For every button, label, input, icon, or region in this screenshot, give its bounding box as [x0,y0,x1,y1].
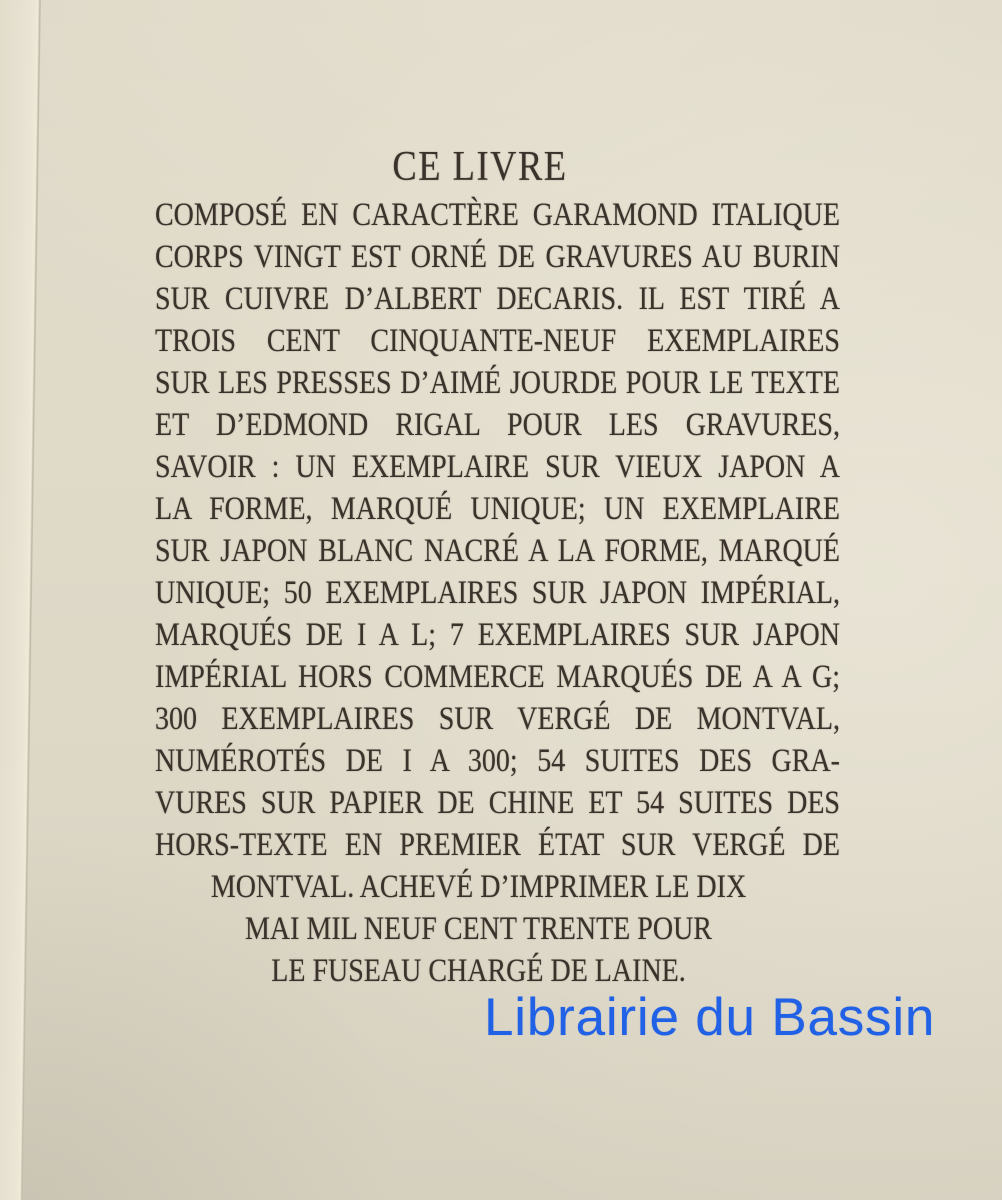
colophon-line: ET D’EDMOND RIGAL POUR LES GRAVURES, [155,406,840,443]
colophon-line: UNIQUE; 50 EXEMPLAIRES SUR JAPON IMPÉRIAL, [155,574,840,611]
colophon-title: CE LIVRE [392,141,568,190]
colophon-line: SUR JAPON BLANC NACRÉ A LA FORME, MARQUÉ [155,532,840,569]
colophon-line-centered: MONTVAL. ACHEVÉ D’IMPRIMER LE DIX [210,868,747,905]
colophon-line: HORS-TEXTE EN PREMIER ÉTAT SUR VERGÉ DE [155,826,840,863]
colophon-line: VURES SUR PAPIER DE CHINE ET 54 SUITES DES [155,784,840,821]
page-edge-crease [0,0,41,1200]
colophon-line-centered: MAI MIL NEUF CENT TRENTE POUR [245,910,712,947]
colophon-line: IMPÉRIAL HORS COMMERCE MARQUÉS DE A A G; [155,658,840,695]
colophon-line: COMPOSÉ EN CARACTÈRE GARAMOND ITALIQUE [155,196,840,233]
colophon-line-centered: LE FUSEAU CHARGÉ DE LAINE. [271,952,686,989]
colophon-line: TROIS CENT CINQUANTE-NEUF EXEMPLAIRES [155,322,840,359]
colophon-line: MARQUÉS DE I A L; 7 EXEMPLAIRES SUR JAPON [155,616,840,653]
colophon-line: SUR CUIVRE D’ALBERT DECARIS. IL EST TIRÉ A [155,280,840,317]
colophon-line: SAVOIR : UN EXEMPLAIRE SUR VIEUX JAPON A [155,448,840,485]
bookseller-watermark: Librairie du Bassin [484,988,936,1047]
colophon-line: NUMÉROTÉS DE I A 300; 54 SUITES DES GRA- [155,742,840,779]
colophon-line: SUR LES PRESSES D’AIMÉ JOURDE POUR LE TEXTE [155,364,840,401]
colophon-text-block [155,140,840,994]
colophon-line: CORPS VINGT EST ORNÉ DE GRAVURES AU BURIN [155,238,840,275]
colophon-line: 300 EXEMPLAIRES SUR VERGÉ DE MONTVAL, [155,700,840,737]
colophon-line: LA FORME, MARQUÉ UNIQUE; UN EXEMPLAIRE [155,490,840,527]
